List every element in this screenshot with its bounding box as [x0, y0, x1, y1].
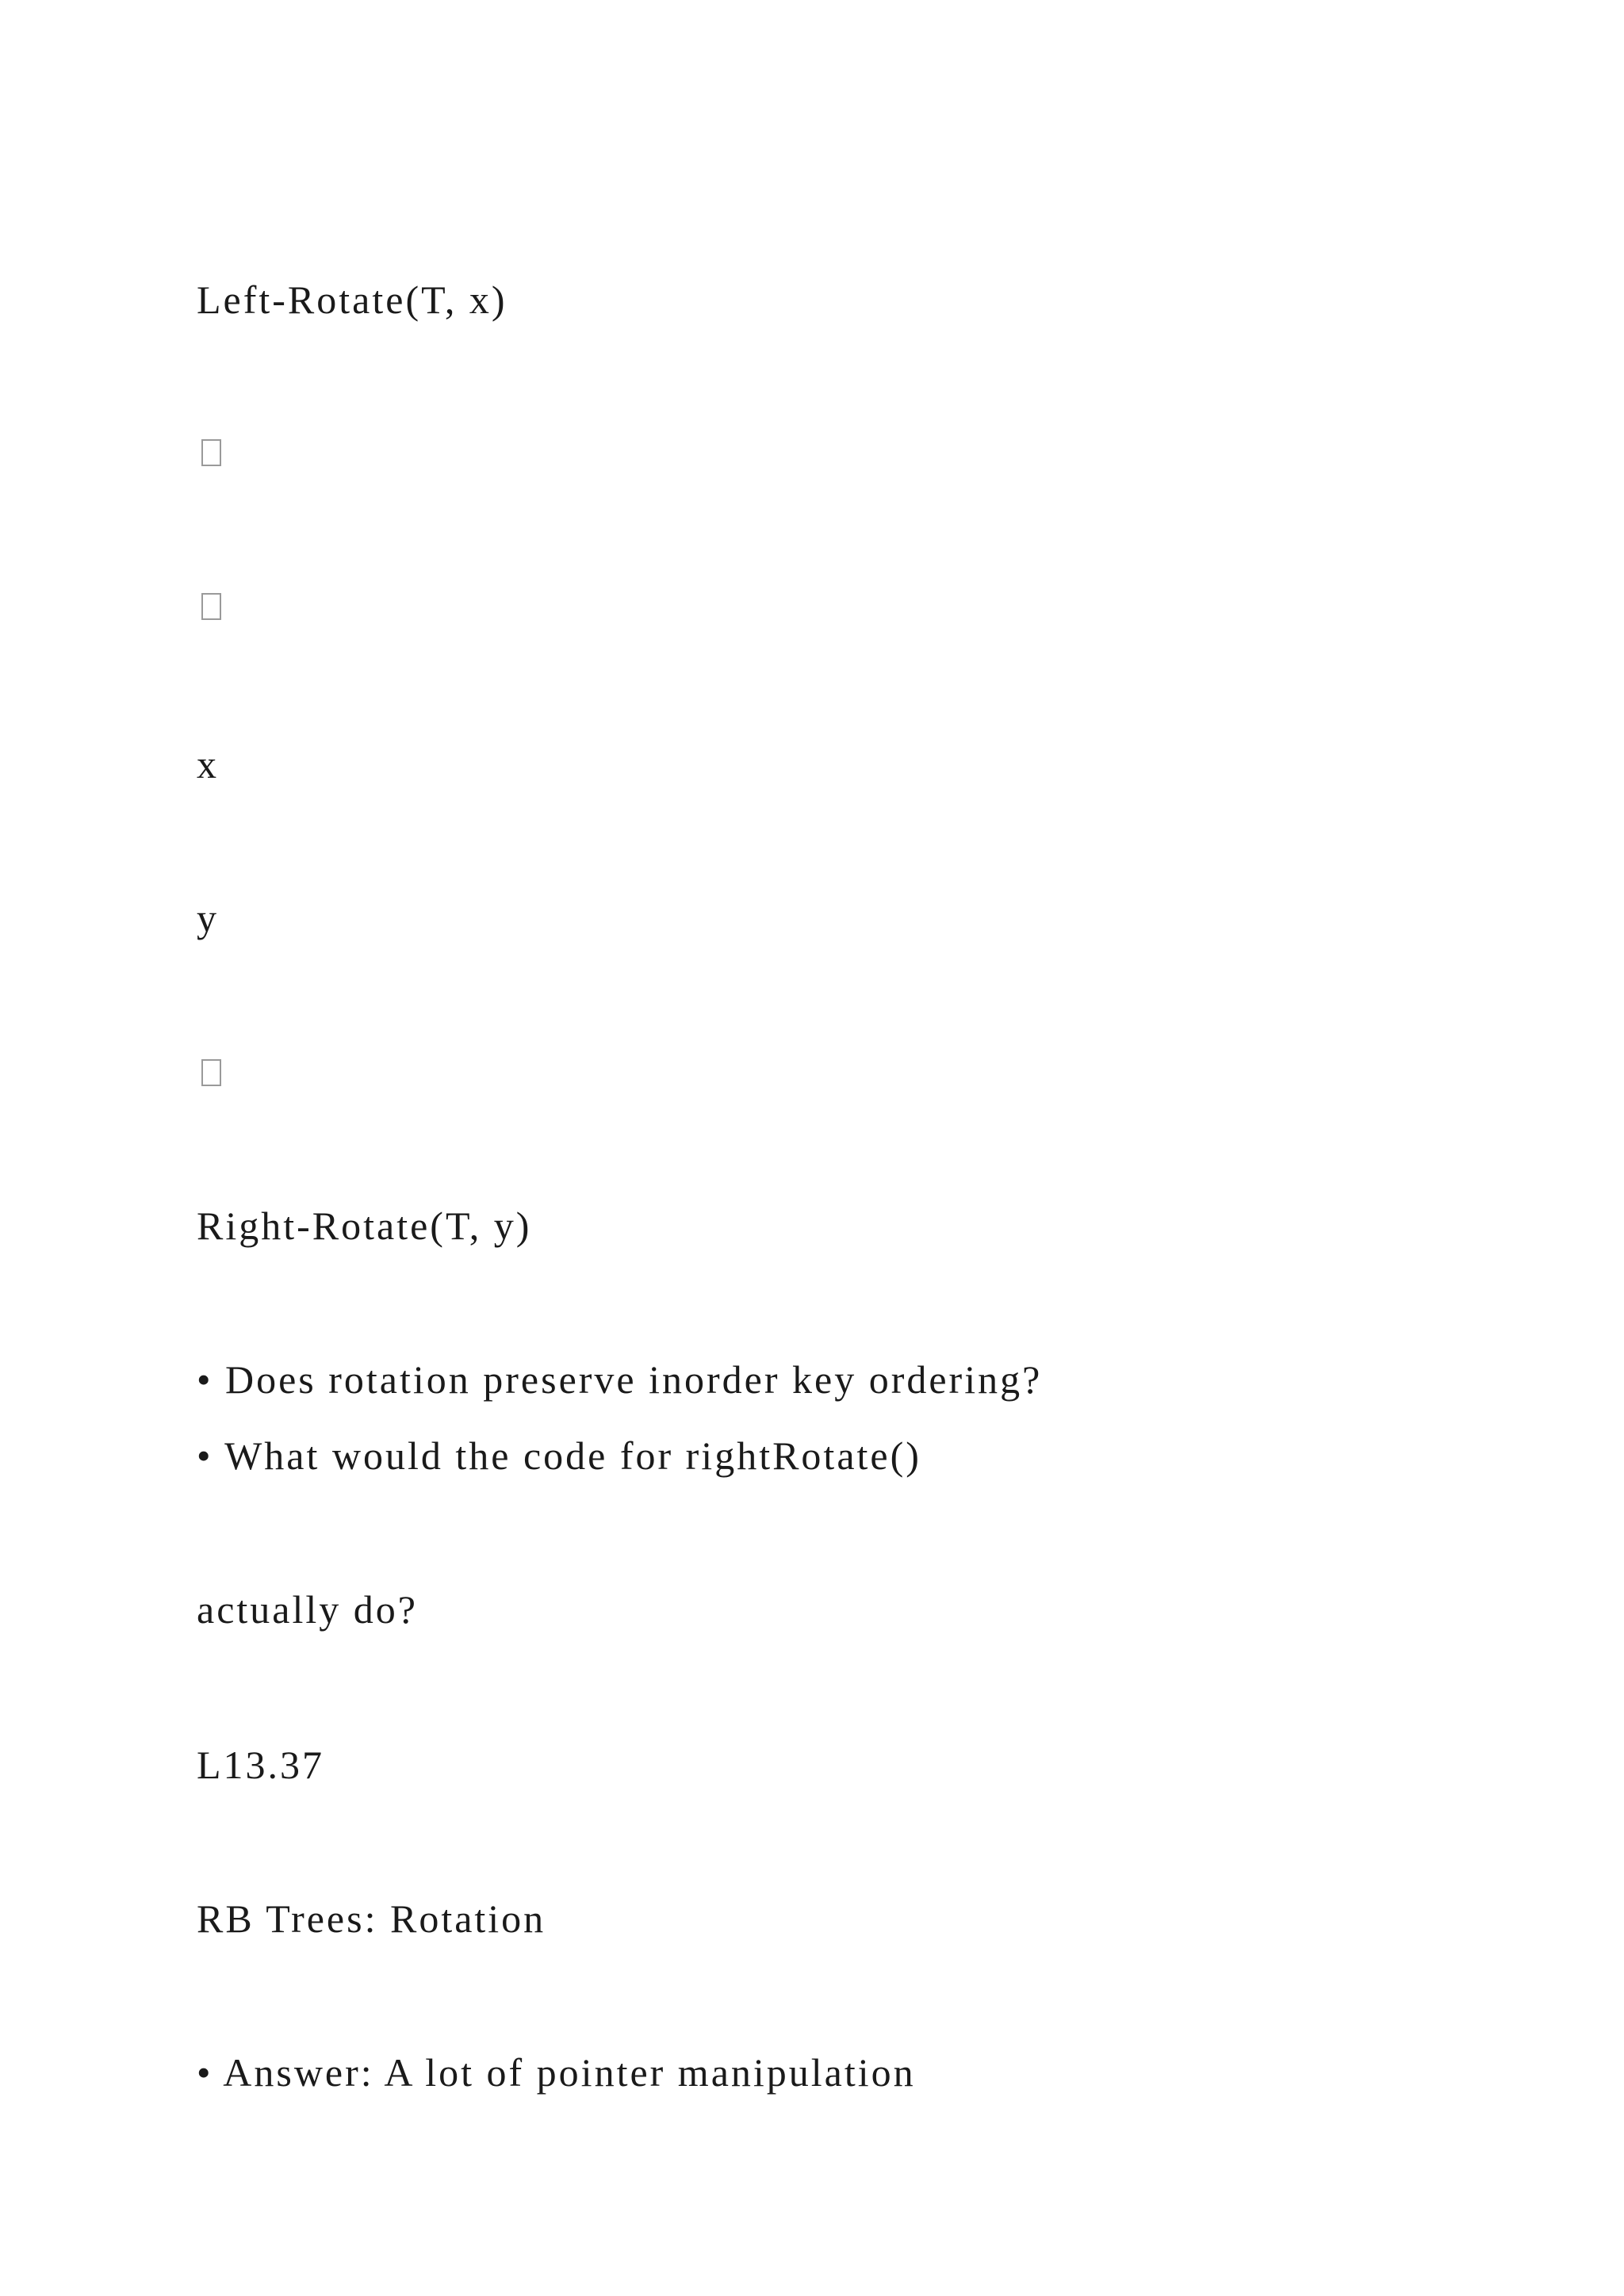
bullet-rightrotate-continuation: actually do? [197, 1587, 418, 1632]
missing-glyph-icon [201, 1059, 221, 1086]
missing-glyph-icon [201, 439, 221, 466]
right-rotate-label: Right-Rotate(T, y) [197, 1203, 532, 1248]
bullet-rightrotate-question: • What would the code for rightRotate() [197, 1433, 921, 1478]
node-x-label: x [197, 742, 219, 786]
slide-number: L13.37 [197, 1743, 325, 1787]
bullet-answer: • Answer: A lot of pointer manipulation [197, 2050, 916, 2095]
slide-title: RB Trees: Rotation [197, 1896, 546, 1941]
missing-glyph-icon [201, 593, 221, 620]
bullet-inorder-question: • Does rotation preserve inorder key ordering? [197, 1357, 1043, 1402]
node-y-label: y [197, 896, 219, 940]
left-rotate-label: Left-Rotate(T, x) [197, 277, 508, 322]
